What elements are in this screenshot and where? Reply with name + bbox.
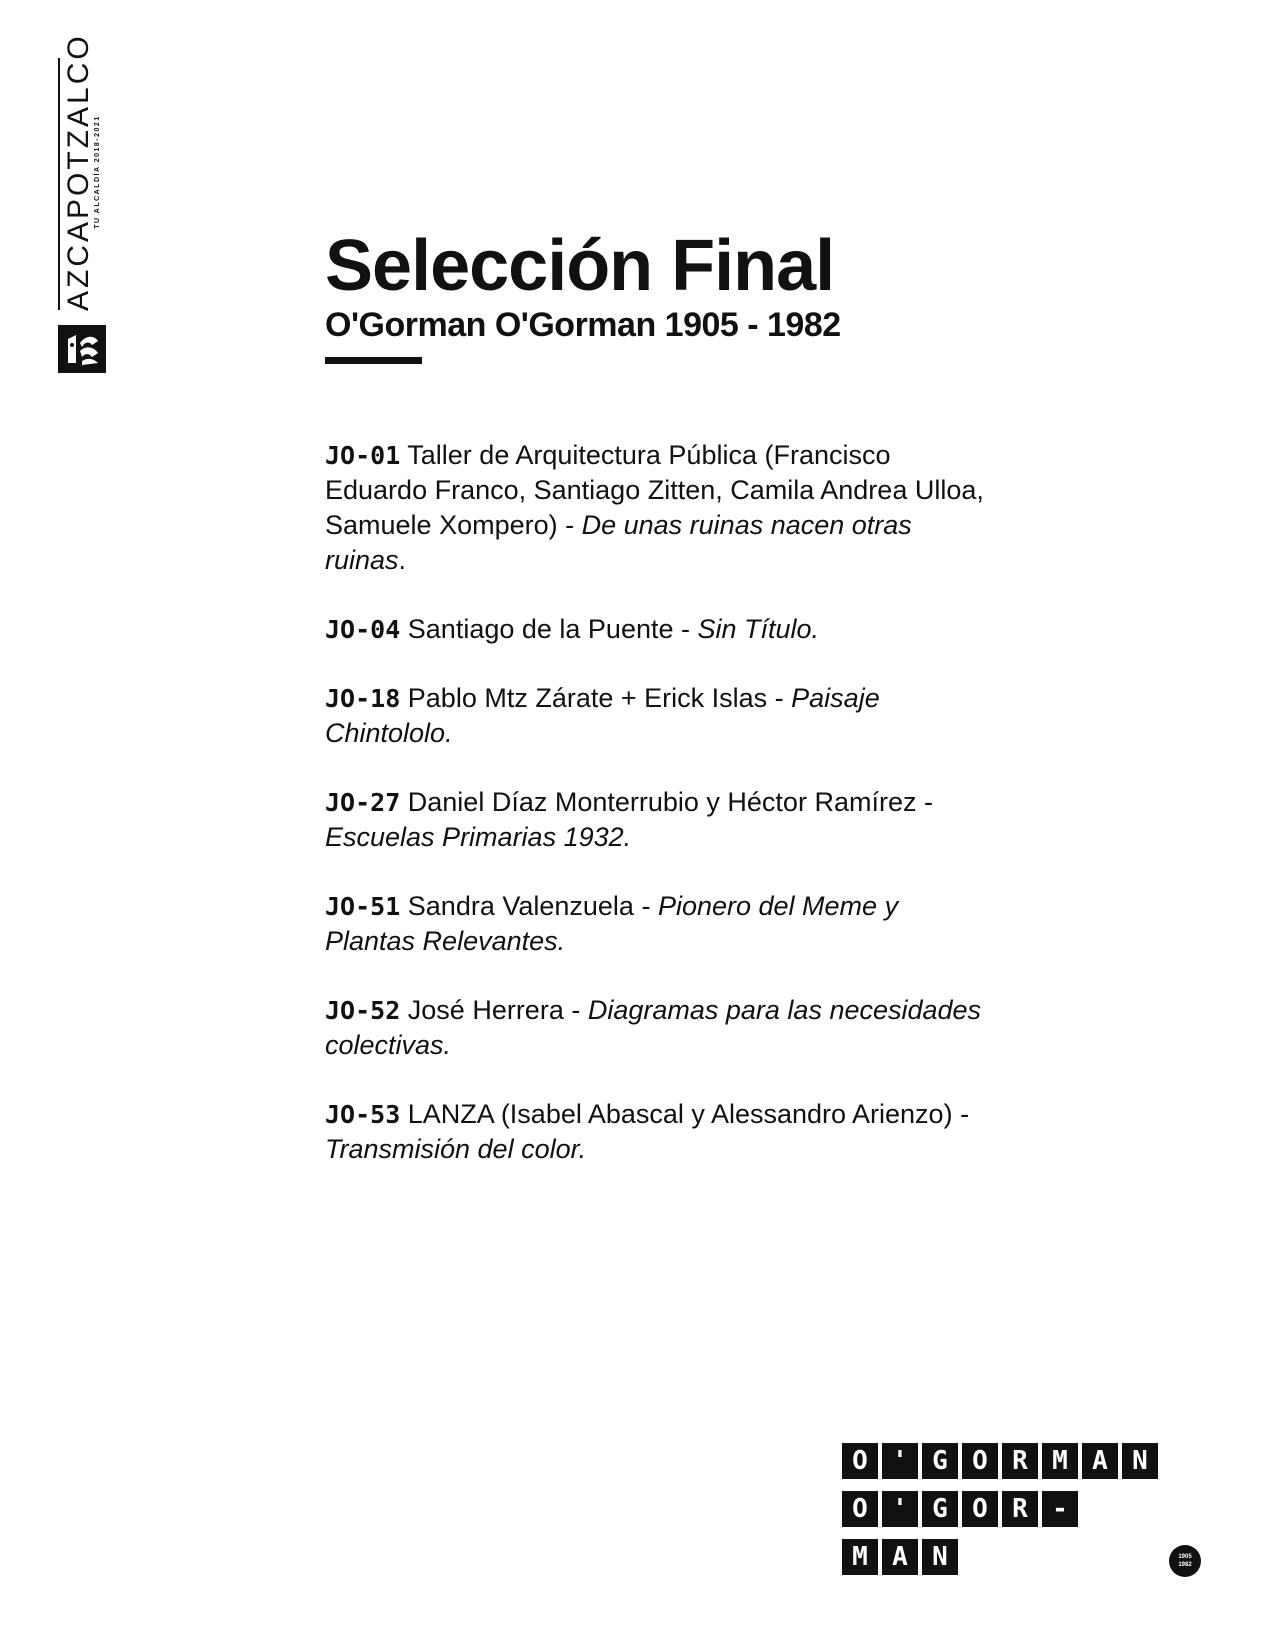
- entry-work: Transmisión del color.: [325, 1134, 587, 1164]
- ogorman-logo: [842, 1443, 1202, 1577]
- logo-tile: G: [922, 1443, 958, 1479]
- logo-tile: R: [1002, 1443, 1038, 1479]
- entry-authors: Sandra Valenzuela -: [407, 891, 658, 921]
- list-item: [325, 889, 985, 959]
- logo-tile: N: [1122, 1443, 1158, 1479]
- entry-code: JO-01: [325, 441, 401, 470]
- brand-name: AZCAPOTZALCO: [62, 33, 95, 311]
- list-item: [325, 438, 985, 578]
- entry-authors: Taller de Arquitectura Pública (Francisco Eduardo Franco, Santiago Zitten, Camila Andrea Ulloa, Samuele Xompero) -: [325, 440, 984, 540]
- entry-authors: Daniel Díaz Monterrubio y Héctor Ramírez -: [407, 787, 933, 817]
- logo-tile: R: [1002, 1491, 1038, 1527]
- logo-tile: O: [962, 1443, 998, 1479]
- entry-work: Diagramas para las necesidades colectivas.: [325, 995, 982, 1060]
- entry-authors: José Herrera -: [407, 995, 588, 1025]
- alcaldia-brand: [50, 33, 110, 378]
- entry-tail: .: [398, 545, 407, 575]
- page-title: Selección Final: [325, 226, 835, 306]
- entry-authors: Santiago de la Puente -: [407, 614, 698, 644]
- logo-tile: A: [1082, 1443, 1118, 1479]
- list-item: [325, 681, 985, 751]
- logo-row: [842, 1539, 958, 1575]
- alcaldia-emblem-icon: [58, 325, 106, 373]
- logo-tile: ': [882, 1443, 918, 1479]
- badge-year-end: 1982: [1178, 1562, 1192, 1568]
- entry-authors: Pablo Mtz Zárate + Erick Islas -: [407, 683, 792, 713]
- logo-tile: ': [882, 1491, 918, 1527]
- logo-tile: -: [1042, 1491, 1078, 1527]
- page-subtitle: O'Gorman O'Gorman 1905 - 1982: [325, 306, 841, 344]
- logo-tile: O: [842, 1443, 878, 1479]
- logo-tile: G: [922, 1491, 958, 1527]
- entry-code: JO-52: [325, 996, 401, 1025]
- logo-tile: M: [1042, 1443, 1078, 1479]
- badge-year-start: 1905: [1178, 1554, 1192, 1560]
- logo-row: [842, 1443, 1158, 1479]
- entry-code: JO-51: [325, 892, 401, 921]
- logo-tile: O: [962, 1491, 998, 1527]
- entry-authors: LANZA (Isabel Abascal y Alessandro Arienzo) -: [407, 1099, 970, 1129]
- entry-code: JO-53: [325, 1100, 401, 1129]
- logo-tile: O: [842, 1491, 878, 1527]
- logo-tile: N: [922, 1539, 958, 1575]
- title-underline: [325, 357, 422, 364]
- logo-tile: M: [842, 1539, 878, 1575]
- entry-code: JO-04: [325, 615, 401, 644]
- list-item: [325, 993, 985, 1063]
- logo-row: [842, 1491, 1078, 1527]
- list-item: [325, 785, 985, 855]
- entry-work: De unas ruinas nacen otras ruinas: [325, 510, 912, 575]
- entry-work: Paisaje Chintololo.: [325, 683, 880, 748]
- brand-tagline: TU ALCALDÍA 2018-2021: [94, 115, 101, 229]
- entry-work: Pionero del Meme y Plantas Relevantes.: [325, 891, 899, 956]
- entry-work: Sin Título.: [697, 614, 820, 644]
- selection-list: [325, 438, 985, 1201]
- entry-code: JO-27: [325, 788, 401, 817]
- list-item: [325, 1097, 985, 1167]
- years-badge: [1169, 1545, 1201, 1577]
- list-item: [325, 612, 985, 647]
- logo-tile: A: [882, 1539, 918, 1575]
- entry-code: JO-18: [325, 684, 401, 713]
- brand-divider: [58, 58, 60, 310]
- entry-work: Escuelas Primarias 1932.: [325, 822, 632, 852]
